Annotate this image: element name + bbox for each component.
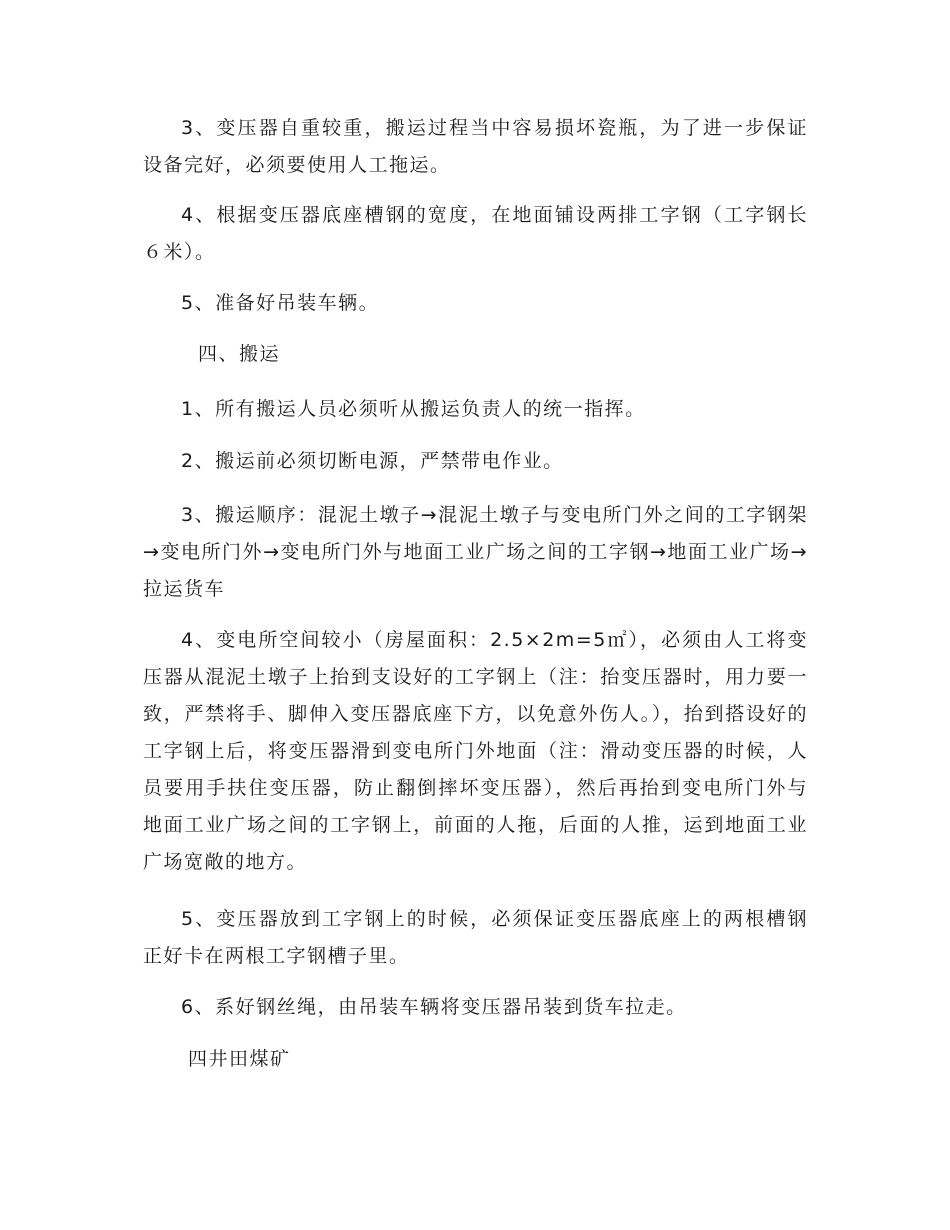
section-heading-transport: 四、搬运 <box>198 343 281 365</box>
paragraph-transport-4: 4、变电所空间较小（房屋面积：2.5×2m=5㎡），必须由人工将变压器从混泥土墩子上抬到支设好的工字钢上（注：抬变压器时，用力要一致，严禁将手、脚伸入变压器底座下方，以免意外伤人。），抬到搭设好的工字钢上后，将变压器滑到变电所门外地面（注：滑动变压器的时候，人员要用手扶住变压器，防止翻倒摔坏变压器），然后再抬到变电所门外与地面工业广场之间的工字钢上，前面的人拖，后面的人推，运到地面工业广场宽敞的地方。 <box>143 629 808 873</box>
paragraph-transport-5: 5、变压器放到工字钢上的时候，必须保证变压器底座上的两根槽钢正好卡在两根工字钢槽子里。 <box>143 908 808 967</box>
paragraph-item-4-i-beam: 4、根据变压器底座槽钢的宽度，在地面铺设两排工字钢（工字钢长６米）。 <box>143 204 808 263</box>
paragraph-transport-3: 3、搬运顺序：混泥土墩子→混泥土墩子与变电所门外之间的工字钢架→变电所门外→变电所门外与地面工业广场之间的工字钢→地面工业广场→拉运货车 <box>143 504 808 600</box>
paragraph-transport-6: 6、系好钢丝绳，由吊装车辆将变压器吊装到货车拉走。 <box>181 996 687 1018</box>
paragraph-item-3-porcelain: 3、变压器自重较重，搬运过程当中容易损坏瓷瓶，为了进一步保证设备完好，必须要使用人工拖运。 <box>143 117 808 176</box>
paragraph-item-5-crane: 5、准备好吊装车辆。 <box>181 292 380 314</box>
paragraph-transport-1: 1、所有搬运人员必须听从搬运负责人的统一指挥。 <box>181 398 646 420</box>
paragraph-transport-2: 2、搬运前必须切断电源，严禁带电作业。 <box>181 450 564 472</box>
signature-mine-name: 四井田煤矿 <box>188 1048 291 1070</box>
